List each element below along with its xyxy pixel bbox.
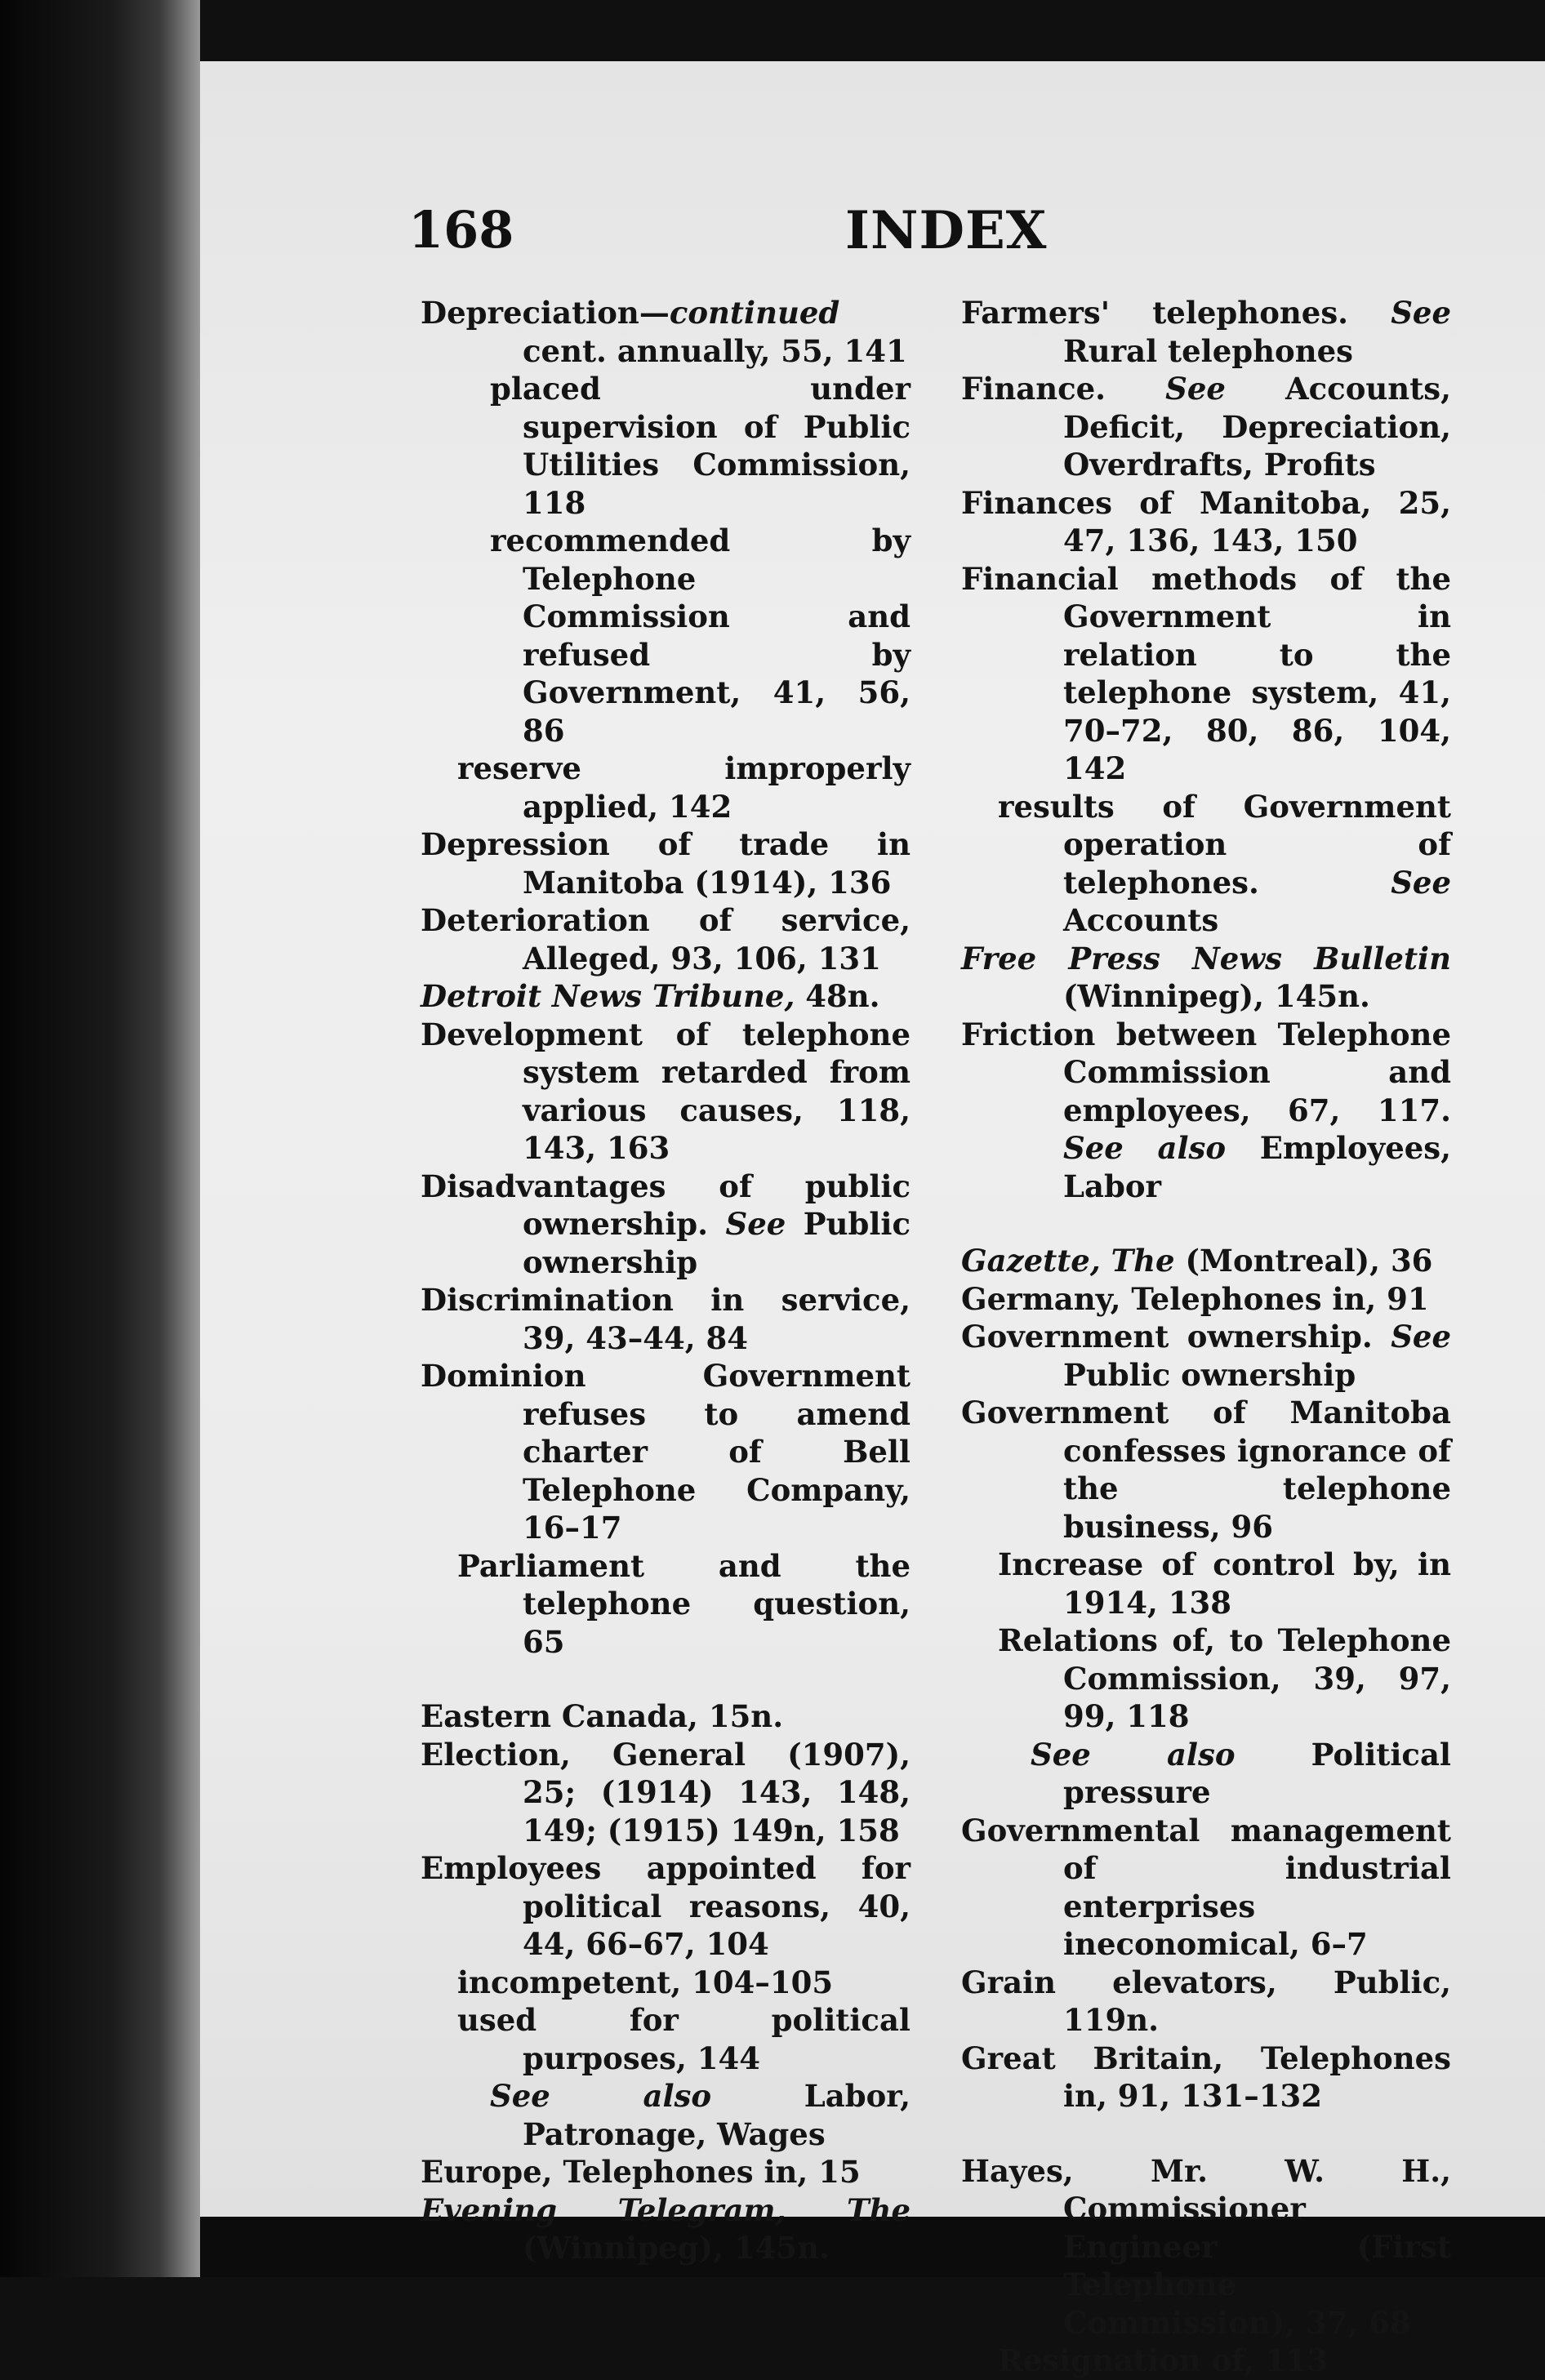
entry-text: Disadvantages of public ownership.: [421, 1168, 911, 1242]
entry-text: placed under supervision of Public Utilities Commission, 118: [490, 371, 911, 521]
page-number: 168: [408, 200, 514, 260]
entry-text: cent. annually, 55, 141: [523, 332, 907, 369]
entry-text: Government ownership.: [961, 1319, 1391, 1355]
entry-text: Eastern Canada, 15n.: [421, 1698, 784, 1734]
entry-text: Farmers' telephones.: [961, 295, 1391, 331]
index-subentry: [421, 370, 911, 522]
index-subentry: [961, 1546, 1451, 1622]
entry-text: Labor, Patronage, Wages: [523, 2078, 911, 2152]
entry-text: (Montreal), 36: [1174, 1243, 1433, 1279]
entry-text: Election, General (1907), 25; (1914) 143, 148, 149; (1915) 149n, 158: [421, 1736, 911, 1848]
index-entry: [961, 560, 1451, 788]
index-entry: [961, 1016, 1451, 1206]
index-subentry: [421, 1547, 911, 1662]
entry-text: Grain elevators, Public, 119n.: [961, 1964, 1451, 2038]
index-entry: [961, 1318, 1451, 1394]
index-subentry: [421, 1964, 911, 2002]
entry-text: 48n.: [795, 978, 880, 1014]
entry-text: Employees appointed for political reasons, 40, 44, 66–67, 104: [421, 1850, 911, 1962]
entry-text: See: [725, 1206, 786, 1242]
index-subentry: [421, 2001, 911, 2077]
index-entry: [421, 1281, 911, 1357]
index-subentry: [961, 1622, 1451, 1736]
entry-text: Relations of, to Telephone Commission, 39, 97, 99, 118: [998, 1622, 1451, 1734]
entry-text: Resignation of, 113: [998, 2342, 1329, 2378]
index-entry: [961, 484, 1451, 560]
entry-text: Depression of trade in Manitoba (1914), 136: [421, 826, 911, 901]
entry-text: Europe, Telephones in, 15: [421, 2154, 861, 2190]
index-entry: [421, 1357, 911, 1547]
entry-text: See: [1391, 295, 1451, 331]
entry-text: incompetent, 104–105: [457, 1964, 834, 2000]
index-entry: [421, 901, 911, 977]
entry-text: Employees, Labor: [1063, 1130, 1451, 1204]
section-gap: [421, 1661, 911, 1697]
entry-text: Hayes, Mr. W. H., Commissioner Engineer (First Telephone Commission), 37, 68: [961, 2152, 1451, 2341]
entry-text: continued: [669, 295, 840, 331]
entry-text: Friction between Telephone Commission and employees, 67, 117.: [961, 1016, 1451, 1128]
entry-text: Accounts: [1063, 902, 1219, 938]
section-gap: [961, 1205, 1451, 1242]
index-subentry: [961, 1736, 1451, 1812]
index-entry: [961, 1242, 1451, 1280]
entry-text: Public ownership: [523, 1206, 911, 1280]
entry-text: See: [1391, 864, 1451, 901]
index-column-left: [421, 294, 911, 2267]
index-entry: [961, 2152, 1451, 2342]
entry-text: Finance.: [961, 371, 1166, 407]
index-entry: [961, 1964, 1451, 2040]
index-subentry: [421, 332, 911, 371]
entry-text: Political pressure: [1063, 1736, 1451, 1810]
index-subentry: [421, 2077, 911, 2153]
index-entry: [961, 1394, 1451, 1546]
entry-text: Accounts, Deficit, Depreciation, Overdrafts, Profits: [1063, 371, 1451, 483]
index-entry: [961, 1280, 1451, 1319]
book-binding-shadow: [0, 0, 200, 2277]
entry-text: Deterioration of service, Alleged, 93, 106, 131: [421, 902, 911, 976]
entry-text: (Winnipeg), 145n.: [1063, 978, 1370, 1014]
entry-text: Depreciation—: [421, 295, 670, 331]
entry-text: reserve improperly applied, 142: [457, 750, 911, 825]
entry-text: Government of Manitoba confesses ignorance of the telephone business, 96: [961, 1395, 1451, 1545]
entry-text: Development of telephone system retarded from various causes, 118, 143, 163: [421, 1016, 911, 1166]
entry-text: Dominion Government refuses to amend charter of Bell Telephone Company, 16–17: [421, 1358, 911, 1546]
entry-text: used for political purposes, 144: [457, 2002, 911, 2076]
section-gap: [961, 2115, 1451, 2152]
index-subentry: [961, 788, 1451, 940]
page-header: [408, 200, 1535, 274]
index-entry: [421, 2191, 911, 2267]
index-entry: [421, 1016, 911, 1168]
entry-text: See also: [490, 2078, 712, 2114]
entry-text: Gazette, The: [961, 1243, 1175, 1279]
index-entry: [421, 977, 911, 1016]
index-entry: [421, 1849, 911, 1964]
entry-text: Discrimination in service, 39, 43–44, 84: [421, 1282, 911, 1356]
entry-text: Public ownership: [1063, 1356, 1356, 1393]
entry-text: (Winnipeg), 145n.: [523, 2230, 830, 2266]
index-entry: [421, 2153, 911, 2191]
entry-text: Free Press News Bulletin: [961, 940, 1451, 976]
index-entry: [961, 2040, 1451, 2115]
index-entry: [421, 1736, 911, 1850]
index-subentry: [421, 522, 911, 750]
page-title: INDEX: [845, 200, 1048, 261]
entry-text: Parliament and the telephone question, 65: [457, 1547, 911, 1660]
index-subentry: [961, 2342, 1451, 2380]
index-entry: [421, 1697, 911, 1736]
index-subentry: [421, 750, 911, 825]
entry-text: Financial methods of the Government in relation to the telephone system, 41, 70–72, 80, 86, 104, 142: [961, 560, 1451, 786]
index-entry: [961, 1812, 1451, 1964]
index-entry: [421, 294, 911, 332]
entry-text: Detroit News Tribune,: [421, 978, 795, 1014]
index-entry: [421, 1168, 911, 1282]
entry-text: Governmental management of industrial enterprises ineconomical, 6–7: [961, 1812, 1451, 1962]
entry-text: Finances of Manitoba, 25, 47, 136, 143, 150: [961, 484, 1451, 558]
entry-text: results of Government operation of telephones.: [998, 788, 1451, 901]
entry-text: recommended by Telephone Commission and refused by Government, 41, 56, 86: [490, 523, 911, 749]
index-entry: [961, 940, 1451, 1016]
entry-text: Evening Telegram, The: [421, 2191, 911, 2228]
entry-text: See: [1391, 1319, 1451, 1355]
index-entry: [961, 370, 1451, 484]
entry-text: See also: [1063, 1130, 1227, 1166]
index-entry: [961, 294, 1451, 370]
entry-text: Great Britain, Telephones in, 91, 131–132: [961, 2040, 1451, 2114]
entry-text: Increase of control by, in 1914, 138: [998, 1546, 1451, 1621]
entry-text: See: [1165, 371, 1226, 407]
index-entry: [421, 825, 911, 901]
entry-text: Germany, Telephones in, 91: [961, 1280, 1429, 1317]
entry-text: Rural telephones: [1063, 332, 1354, 369]
entry-text: See also: [1031, 1736, 1236, 1773]
index-column-right: [961, 294, 1451, 2380]
